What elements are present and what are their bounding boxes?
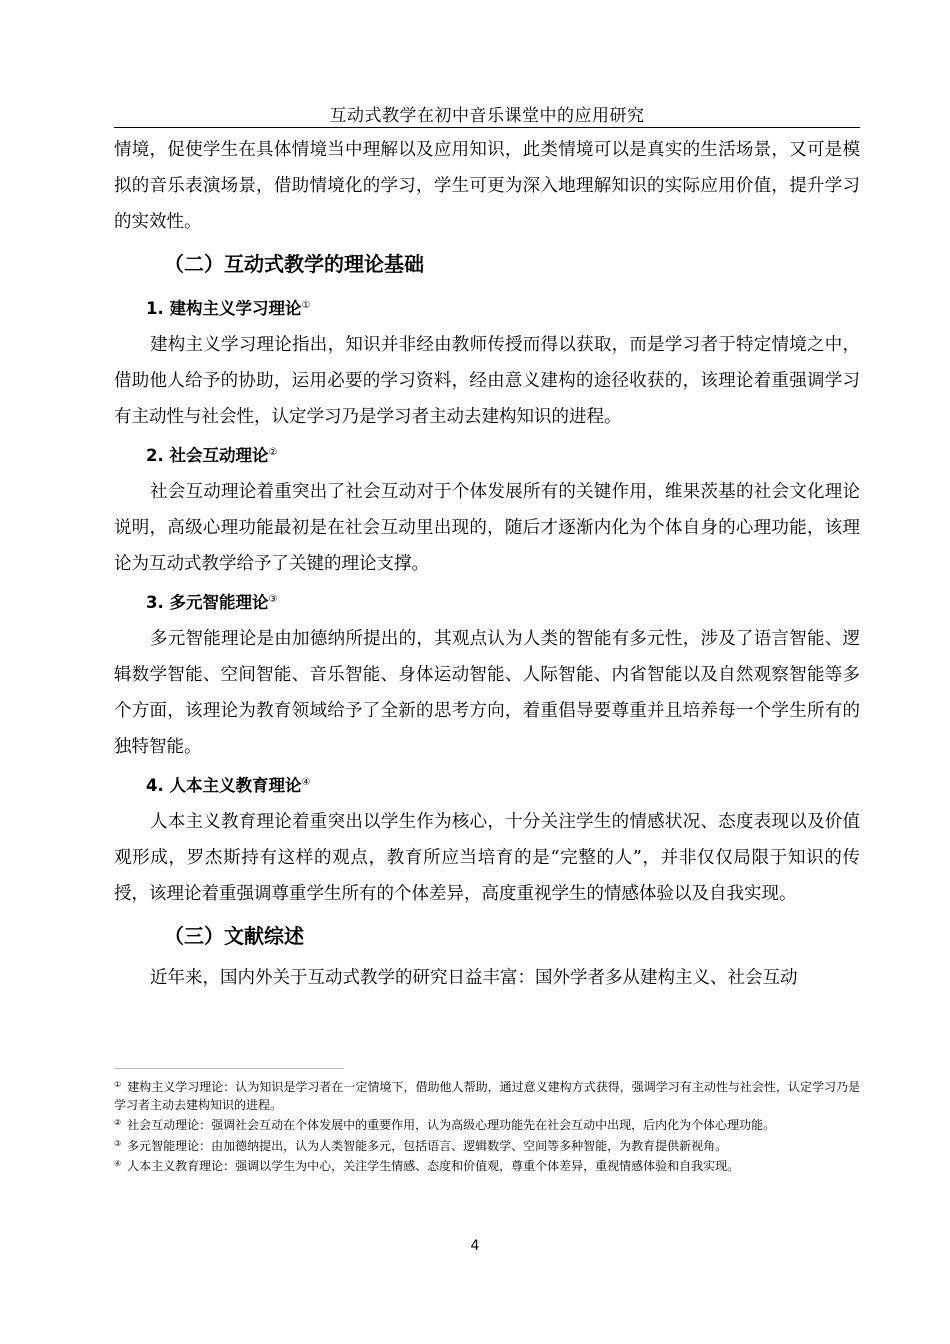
subheading-social-interaction [114, 435, 860, 474]
running-header: 互动式教学在初中音乐课堂中的应用研究 [329, 106, 645, 126]
footnote-4 [114, 1155, 860, 1176]
paragraph-intro: 情境，促使学生在具体情境当中理解以及应用知识，此类情境可以是真实的生活场景，又可是模拟的音乐表演场景，借助情境化的学习，学生可更为深入地理解知识的实际应用价值，提升学习的实效性。 [114, 140, 860, 232]
footnote-text: 人本主义教育理论：强调以学生为中心，关注学生情感、态度和价值观，尊重个体差异，重视情感体验和自我实现。 [127, 1159, 740, 1173]
footnote-ref-4[interactable]: ④ [301, 777, 311, 788]
paragraph-humanistic-education: 人本主义教育理论着重突出以学生作为核心，十分关注学生的情感状况、态度表现以及价值观形成，罗杰斯持有这样的观点，教育所应当培育的是“完整的人”，并非仅仅局限于知识的传授，该理论着重强调尊重学生所有的个体差异，高度重视学生的情感体验以及自我实现。 [114, 812, 860, 904]
footnote-mark: ④ [114, 1159, 122, 1168]
footnote-text: 多元智能理论：由加德纳提出，认为人类智能多元，包括语言、逻辑数学、空间等多种智能，为教育提供新视角。 [127, 1138, 728, 1153]
paragraph-constructivism: 建构主义学习理论指出，知识并非经由教师传授而得以获取，而是学习者于特定情境之中，借助他人给予的协助，运用必要的学习资料，经由意义建构的途径收获的，该理论着重强调学习有主动性与社会性，认定学习乃是学习者主动去建构知识的进程。 [114, 335, 860, 427]
footnote-text: 社会互动理论：强调社会互动在个体发展中的重要作用，认为高级心理功能先在社会互动中出现，后内化为个体心理功能。 [127, 1118, 776, 1132]
footnote-mark: ① [114, 1080, 122, 1089]
footnote-separator [114, 1068, 344, 1069]
paragraph-social-interaction: 社会互动理论着重突出了社会互动对于个体发展所有的关键作用，维果茨基的社会文化理论说明，高级心理功能最初是在社会互动里出现的，随后才逐渐内化为个体自身的心理功能，该理论为互动式教学给予了关键的理论支撑。 [114, 482, 860, 574]
subheading-constructivism [114, 288, 860, 327]
subheading-humanistic-education [114, 765, 860, 804]
footnote-mark: ② [114, 1118, 122, 1127]
footnote-2 [114, 1114, 860, 1135]
subheading-label: 2. 社会互动理论 [146, 446, 269, 465]
subheading-multiple-intelligences [114, 582, 860, 621]
page-number: 4 [470, 1238, 480, 1254]
paragraph-multiple-intelligences: 多元智能理论是由加德纳所提出的，其观点认为人类的智能有多元性，涉及了语言智能、逻辑数学智能、空间智能、音乐智能、身体运动智能、人际智能、内省智能以及自然观察智能等多个方面，该理论为教育领域给予了全新的思考方向，着重倡导要尊重并且培养每一个学生所有的独特智能。 [114, 629, 860, 757]
section-heading-theory: （二）互动式教学的理论基础 [164, 252, 424, 276]
footnote-mark: ③ [114, 1138, 122, 1148]
footnote-1 [114, 1076, 860, 1114]
paragraph-literature-review: 近年来，国内外关于互动式教学的研究日益丰富：国外学者多从建构主义、社会互动 [150, 968, 798, 988]
section-heading-literature-review: （三）文献综述 [164, 924, 304, 948]
subheading-label: 4. 人本主义教育理论 [146, 776, 302, 795]
footnote-3 [114, 1135, 860, 1156]
footnote-ref-2[interactable]: ② [268, 447, 278, 458]
body-text [114, 132, 860, 996]
footnote-text: 建构主义学习理论：认为知识是学习者在一定情境下，借助他人帮助，通过意义建构方式获得，强调学习有主动性与社会性，认定学习乃是学习者主动去建构知识的进程。 [114, 1080, 860, 1112]
header-rule [114, 127, 860, 128]
subheading-label: 1. 建构主义学习理论 [146, 299, 302, 318]
footnote-ref-1[interactable]: ① [301, 300, 311, 311]
subheading-label: 3. 多元智能理论 [146, 593, 269, 612]
footnote-ref-3[interactable]: ③ [268, 594, 278, 605]
footnotes [114, 1076, 860, 1176]
